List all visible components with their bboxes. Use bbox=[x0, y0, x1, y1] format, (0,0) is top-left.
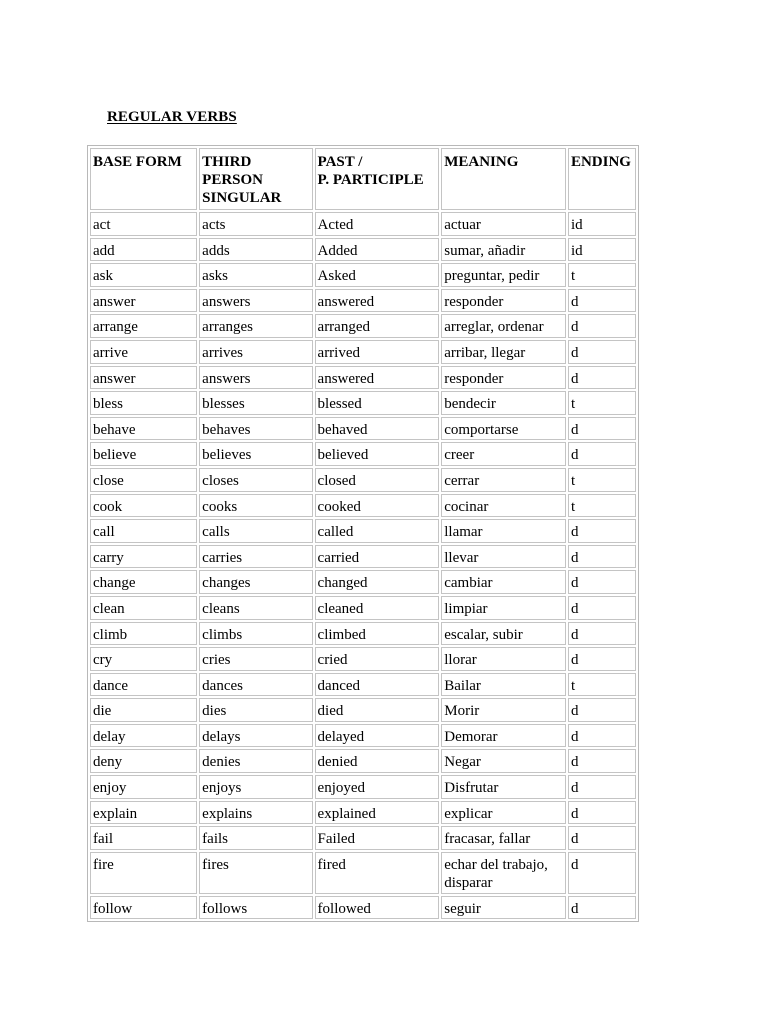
cell-ending: d bbox=[568, 896, 636, 920]
cell-base-form: arrange bbox=[90, 314, 197, 338]
cell-third-person: denies bbox=[199, 749, 312, 773]
cell-past-participle: delayed bbox=[315, 724, 440, 748]
cell-past-participle: cried bbox=[315, 647, 440, 671]
table-row bbox=[90, 749, 636, 773]
cell-third-person: changes bbox=[199, 570, 312, 594]
cell-past-participle: explained bbox=[315, 801, 440, 825]
cell-past-participle: changed bbox=[315, 570, 440, 594]
column-header-ending: ENDING bbox=[568, 148, 636, 210]
cell-past-participle: fired bbox=[315, 852, 440, 894]
table-row bbox=[90, 852, 636, 894]
cell-meaning: escalar, subir bbox=[441, 622, 566, 646]
table-body bbox=[90, 212, 636, 919]
cell-past-participle: Failed bbox=[315, 826, 440, 850]
cell-base-form: bless bbox=[90, 391, 197, 415]
cell-third-person: answers bbox=[199, 289, 312, 313]
cell-base-form: dance bbox=[90, 673, 197, 697]
cell-third-person: carries bbox=[199, 545, 312, 569]
table-row bbox=[90, 238, 636, 262]
cell-base-form: act bbox=[90, 212, 197, 236]
cell-meaning: seguir bbox=[441, 896, 566, 920]
cell-meaning: llorar bbox=[441, 647, 566, 671]
cell-base-form: answer bbox=[90, 366, 197, 390]
cell-ending: d bbox=[568, 366, 636, 390]
cell-base-form: die bbox=[90, 698, 197, 722]
cell-ending: d bbox=[568, 801, 636, 825]
cell-meaning: creer bbox=[441, 442, 566, 466]
table-row bbox=[90, 519, 636, 543]
cell-base-form: clean bbox=[90, 596, 197, 620]
cell-base-form: delay bbox=[90, 724, 197, 748]
cell-third-person: cleans bbox=[199, 596, 312, 620]
column-header-meaning: MEANING bbox=[441, 148, 566, 210]
cell-past-participle: cooked bbox=[315, 494, 440, 518]
cell-meaning: Negar bbox=[441, 749, 566, 773]
cell-third-person: enjoys bbox=[199, 775, 312, 799]
cell-base-form: close bbox=[90, 468, 197, 492]
cell-meaning: responder bbox=[441, 289, 566, 313]
cell-ending: d bbox=[568, 852, 636, 894]
table-row bbox=[90, 340, 636, 364]
cell-third-person: dies bbox=[199, 698, 312, 722]
cell-base-form: arrive bbox=[90, 340, 197, 364]
cell-third-person: calls bbox=[199, 519, 312, 543]
cell-ending: d bbox=[568, 724, 636, 748]
cell-base-form: deny bbox=[90, 749, 197, 773]
cell-ending: d bbox=[568, 289, 636, 313]
cell-ending: d bbox=[568, 340, 636, 364]
cell-base-form: fire bbox=[90, 852, 197, 894]
cell-third-person: asks bbox=[199, 263, 312, 287]
cell-past-participle: died bbox=[315, 698, 440, 722]
cell-ending: d bbox=[568, 775, 636, 799]
cell-past-participle: denied bbox=[315, 749, 440, 773]
table-row bbox=[90, 391, 636, 415]
table-row bbox=[90, 698, 636, 722]
table-row bbox=[90, 545, 636, 569]
cell-ending: d bbox=[568, 698, 636, 722]
cell-meaning: cambiar bbox=[441, 570, 566, 594]
table-row bbox=[90, 494, 636, 518]
cell-meaning: fracasar, fallar bbox=[441, 826, 566, 850]
column-header-past-participle: PAST / P. PARTICIPLE bbox=[315, 148, 440, 210]
cell-third-person: fails bbox=[199, 826, 312, 850]
cell-meaning: llevar bbox=[441, 545, 566, 569]
cell-third-person: believes bbox=[199, 442, 312, 466]
cell-third-person: acts bbox=[199, 212, 312, 236]
cell-ending: d bbox=[568, 826, 636, 850]
cell-third-person: answers bbox=[199, 366, 312, 390]
cell-third-person: climbs bbox=[199, 622, 312, 646]
cell-meaning: Bailar bbox=[441, 673, 566, 697]
cell-third-person: cries bbox=[199, 647, 312, 671]
cell-meaning: bendecir bbox=[441, 391, 566, 415]
cell-ending: d bbox=[568, 545, 636, 569]
table-row bbox=[90, 801, 636, 825]
cell-third-person: delays bbox=[199, 724, 312, 748]
cell-base-form: change bbox=[90, 570, 197, 594]
cell-base-form: believe bbox=[90, 442, 197, 466]
cell-past-participle: believed bbox=[315, 442, 440, 466]
cell-past-participle: followed bbox=[315, 896, 440, 920]
cell-meaning: cocinar bbox=[441, 494, 566, 518]
cell-base-form: fail bbox=[90, 826, 197, 850]
table-row bbox=[90, 647, 636, 671]
cell-past-participle: carried bbox=[315, 545, 440, 569]
cell-past-participle: enjoyed bbox=[315, 775, 440, 799]
cell-ending: d bbox=[568, 622, 636, 646]
cell-base-form: add bbox=[90, 238, 197, 262]
cell-ending: t bbox=[568, 263, 636, 287]
cell-past-participle: closed bbox=[315, 468, 440, 492]
cell-past-participle: behaved bbox=[315, 417, 440, 441]
cell-ending: d bbox=[568, 647, 636, 671]
table-row bbox=[90, 826, 636, 850]
cell-meaning: Demorar bbox=[441, 724, 566, 748]
cell-meaning: actuar bbox=[441, 212, 566, 236]
cell-meaning: Disfrutar bbox=[441, 775, 566, 799]
cell-past-participle: blessed bbox=[315, 391, 440, 415]
cell-ending: t bbox=[568, 391, 636, 415]
page-title: REGULAR VERBS bbox=[107, 109, 237, 125]
cell-meaning: preguntar, pedir bbox=[441, 263, 566, 287]
cell-ending: d bbox=[568, 442, 636, 466]
cell-base-form: call bbox=[90, 519, 197, 543]
cell-past-participle: called bbox=[315, 519, 440, 543]
cell-ending: id bbox=[568, 238, 636, 262]
cell-past-participle: answered bbox=[315, 366, 440, 390]
cell-base-form: behave bbox=[90, 417, 197, 441]
cell-meaning: arribar, llegar bbox=[441, 340, 566, 364]
cell-ending: d bbox=[568, 749, 636, 773]
table-row bbox=[90, 622, 636, 646]
table-row bbox=[90, 468, 636, 492]
cell-base-form: cry bbox=[90, 647, 197, 671]
table-row bbox=[90, 366, 636, 390]
cell-ending: t bbox=[568, 673, 636, 697]
cell-meaning: sumar, añadir bbox=[441, 238, 566, 262]
table-row bbox=[90, 724, 636, 748]
cell-meaning: echar del trabajo, disparar bbox=[441, 852, 566, 894]
table-row bbox=[90, 673, 636, 697]
cell-third-person: fires bbox=[199, 852, 312, 894]
cell-past-participle: arranged bbox=[315, 314, 440, 338]
table-row bbox=[90, 417, 636, 441]
table-row bbox=[90, 212, 636, 236]
cell-third-person: explains bbox=[199, 801, 312, 825]
cell-base-form: carry bbox=[90, 545, 197, 569]
cell-ending: t bbox=[568, 494, 636, 518]
cell-ending: d bbox=[568, 314, 636, 338]
cell-base-form: enjoy bbox=[90, 775, 197, 799]
cell-ending: id bbox=[568, 212, 636, 236]
cell-ending: d bbox=[568, 570, 636, 594]
cell-base-form: follow bbox=[90, 896, 197, 920]
table-row bbox=[90, 775, 636, 799]
table-header-row bbox=[90, 148, 636, 210]
cell-meaning: limpiar bbox=[441, 596, 566, 620]
cell-past-participle: danced bbox=[315, 673, 440, 697]
cell-ending: d bbox=[568, 596, 636, 620]
column-header-base-form: BASE FORM bbox=[90, 148, 197, 210]
cell-meaning: Morir bbox=[441, 698, 566, 722]
table-row bbox=[90, 570, 636, 594]
cell-past-participle: Added bbox=[315, 238, 440, 262]
cell-third-person: closes bbox=[199, 468, 312, 492]
table-row bbox=[90, 896, 636, 920]
cell-meaning: arreglar, ordenar bbox=[441, 314, 566, 338]
cell-base-form: answer bbox=[90, 289, 197, 313]
cell-third-person: behaves bbox=[199, 417, 312, 441]
cell-meaning: comportarse bbox=[441, 417, 566, 441]
cell-ending: d bbox=[568, 417, 636, 441]
cell-third-person: arranges bbox=[199, 314, 312, 338]
cell-meaning: llamar bbox=[441, 519, 566, 543]
cell-ending: d bbox=[568, 519, 636, 543]
cell-base-form: ask bbox=[90, 263, 197, 287]
cell-third-person: dances bbox=[199, 673, 312, 697]
table-row bbox=[90, 442, 636, 466]
cell-meaning: cerrar bbox=[441, 468, 566, 492]
cell-past-participle: climbed bbox=[315, 622, 440, 646]
cell-third-person: follows bbox=[199, 896, 312, 920]
cell-base-form: climb bbox=[90, 622, 197, 646]
cell-past-participle: Asked bbox=[315, 263, 440, 287]
table-row bbox=[90, 263, 636, 287]
cell-base-form: explain bbox=[90, 801, 197, 825]
table-row bbox=[90, 289, 636, 313]
cell-third-person: adds bbox=[199, 238, 312, 262]
cell-base-form: cook bbox=[90, 494, 197, 518]
cell-past-participle: cleaned bbox=[315, 596, 440, 620]
regular-verbs-table bbox=[87, 145, 639, 922]
cell-meaning: responder bbox=[441, 366, 566, 390]
cell-third-person: arrives bbox=[199, 340, 312, 364]
cell-past-participle: arrived bbox=[315, 340, 440, 364]
table-row bbox=[90, 596, 636, 620]
cell-third-person: cooks bbox=[199, 494, 312, 518]
table-row bbox=[90, 314, 636, 338]
column-header-third-person: THIRD PERSON SINGULAR bbox=[199, 148, 312, 210]
cell-past-participle: Acted bbox=[315, 212, 440, 236]
cell-third-person: blesses bbox=[199, 391, 312, 415]
cell-ending: t bbox=[568, 468, 636, 492]
cell-past-participle: answered bbox=[315, 289, 440, 313]
cell-meaning: explicar bbox=[441, 801, 566, 825]
